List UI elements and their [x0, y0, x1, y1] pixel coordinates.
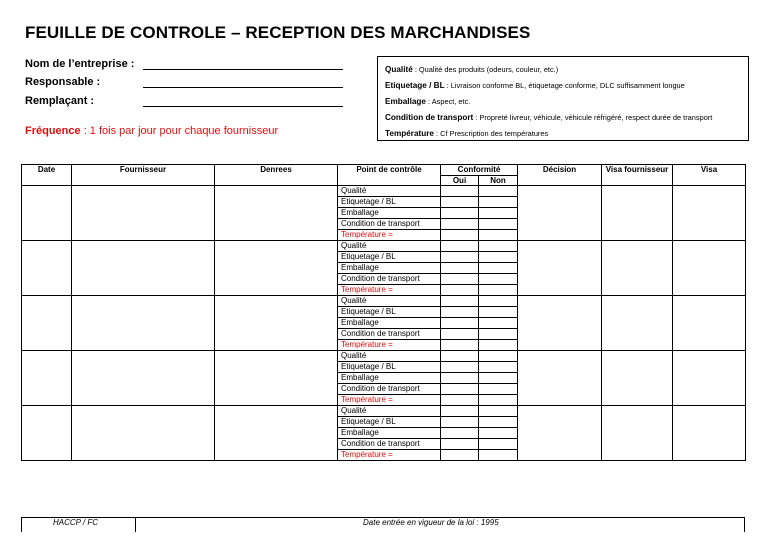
non-cell[interactable] [479, 373, 518, 384]
point-de-controle-cell: Température = [338, 395, 441, 406]
date-cell[interactable] [22, 351, 72, 406]
fournisseur-cell[interactable] [72, 406, 215, 461]
legend-item [385, 126, 741, 142]
visa-fournisseur-cell[interactable] [602, 351, 673, 406]
decision-cell[interactable] [518, 351, 602, 406]
replacement-label: Remplaçant : [25, 95, 95, 107]
oui-cell[interactable] [441, 417, 479, 428]
date-cell[interactable] [22, 241, 72, 296]
header-conformite: Conformité [441, 165, 518, 176]
oui-cell[interactable] [441, 373, 479, 384]
point-de-controle-cell: Qualité [338, 296, 441, 307]
non-cell[interactable] [479, 450, 518, 461]
oui-cell[interactable] [441, 296, 479, 307]
non-cell[interactable] [479, 384, 518, 395]
visa-fournisseur-cell[interactable] [602, 241, 673, 296]
non-cell[interactable] [479, 252, 518, 263]
responsible-label: Responsable : [25, 76, 101, 88]
oui-cell[interactable] [441, 329, 479, 340]
point-de-controle-cell: Température = [338, 450, 441, 461]
page-footer [21, 517, 745, 532]
oui-cell[interactable] [441, 340, 479, 351]
non-cell[interactable] [479, 296, 518, 307]
header-visa: Visa [673, 165, 746, 186]
non-cell[interactable] [479, 340, 518, 351]
point-de-controle-cell: Condition de transport [338, 439, 441, 450]
legend-item [385, 110, 741, 126]
legend-term: Température [385, 129, 434, 138]
table-row [22, 406, 746, 417]
header-visa-fournisseur: Visa fournisseur [602, 165, 673, 186]
frequency-text: : 1 fois par jour pour chaque fournisseur [80, 125, 279, 137]
non-cell[interactable] [479, 230, 518, 241]
legend-desc: : Aspect, etc. [425, 97, 471, 106]
point-de-controle-cell: Qualité [338, 241, 441, 252]
point-de-controle-cell: Etiquetage / BL [338, 197, 441, 208]
frequency-note [25, 125, 278, 137]
point-de-controle-cell: Emballage [338, 318, 441, 329]
table-row [22, 186, 746, 197]
visa-cell[interactable] [673, 296, 746, 351]
header-non: Non [479, 176, 518, 186]
oui-cell[interactable] [441, 263, 479, 274]
frequency-label: Fréquence [25, 125, 81, 137]
non-cell[interactable] [479, 186, 518, 197]
point-de-controle-cell: Emballage [338, 208, 441, 219]
fournisseur-cell[interactable] [72, 186, 215, 241]
non-cell[interactable] [479, 362, 518, 373]
oui-cell[interactable] [441, 428, 479, 439]
non-cell[interactable] [479, 439, 518, 450]
non-cell[interactable] [479, 417, 518, 428]
point-de-controle-cell: Condition de transport [338, 384, 441, 395]
table-row [22, 351, 746, 362]
table-body [22, 186, 746, 461]
oui-cell[interactable] [441, 241, 479, 252]
non-cell[interactable] [479, 395, 518, 406]
denrees-cell[interactable] [215, 296, 338, 351]
point-de-controle-cell: Etiquetage / BL [338, 417, 441, 428]
visa-fournisseur-cell[interactable] [602, 186, 673, 241]
legend-box [377, 56, 749, 141]
point-de-controle-cell: Emballage [338, 428, 441, 439]
non-cell[interactable] [479, 274, 518, 285]
point-de-controle-cell: Condition de transport [338, 329, 441, 340]
oui-cell[interactable] [441, 439, 479, 450]
header-fournisseur: Fournisseur [72, 165, 215, 186]
legend-term: Etiquetage / BL [385, 81, 445, 90]
fournisseur-cell[interactable] [72, 296, 215, 351]
point-de-controle-cell: Etiquetage / BL [338, 362, 441, 373]
header-denrees: Denrees [215, 165, 338, 186]
visa-cell[interactable] [673, 186, 746, 241]
legend-desc: : Livraison conforme BL, étiquetage conforme, DLC suffisamment longue [444, 81, 685, 90]
oui-cell[interactable] [441, 384, 479, 395]
company-name-line [143, 69, 343, 70]
oui-cell[interactable] [441, 395, 479, 406]
point-de-controle-cell: Etiquetage / BL [338, 307, 441, 318]
header-date: Date [22, 165, 72, 186]
point-de-controle-cell: Condition de transport [338, 274, 441, 285]
visa-cell[interactable] [673, 241, 746, 296]
non-cell[interactable] [479, 263, 518, 274]
responsible-line [143, 87, 343, 88]
visa-cell[interactable] [673, 351, 746, 406]
fournisseur-cell[interactable] [72, 351, 215, 406]
non-cell[interactable] [479, 197, 518, 208]
company-name-label: Nom de l’entreprise : [25, 58, 135, 70]
header-point-de-controle: Point de contrôle [338, 165, 441, 186]
non-cell[interactable] [479, 208, 518, 219]
date-cell[interactable] [22, 406, 72, 461]
footer-separator [135, 518, 136, 532]
oui-cell[interactable] [441, 362, 479, 373]
denrees-cell[interactable] [215, 186, 338, 241]
oui-cell[interactable] [441, 307, 479, 318]
non-cell[interactable] [479, 307, 518, 318]
legend-item [385, 94, 741, 110]
oui-cell[interactable] [441, 318, 479, 329]
oui-cell[interactable] [441, 274, 479, 285]
decision-cell[interactable] [518, 186, 602, 241]
non-cell[interactable] [479, 241, 518, 252]
denrees-cell[interactable] [215, 406, 338, 461]
point-de-controle-cell: Condition de transport [338, 219, 441, 230]
visa-fournisseur-cell[interactable] [602, 296, 673, 351]
oui-cell[interactable] [441, 219, 479, 230]
table-row [22, 296, 746, 307]
legend-item [385, 78, 741, 94]
non-cell[interactable] [479, 406, 518, 417]
non-cell[interactable] [479, 219, 518, 230]
header-decision: Décision [518, 165, 602, 186]
legend-term: Emballage [385, 97, 426, 106]
oui-cell[interactable] [441, 208, 479, 219]
oui-cell[interactable] [441, 285, 479, 296]
oui-cell[interactable] [441, 252, 479, 263]
decision-cell[interactable] [518, 241, 602, 296]
point-de-controle-cell: Qualité [338, 406, 441, 417]
point-de-controle-cell: Etiquetage / BL [338, 252, 441, 263]
legend-desc: : Qualité des produits (odeurs, couleur, etc.) [412, 65, 559, 74]
point-de-controle-cell: Qualité [338, 351, 441, 362]
non-cell[interactable] [479, 329, 518, 340]
non-cell[interactable] [479, 318, 518, 329]
oui-cell[interactable] [441, 406, 479, 417]
point-de-controle-cell: Emballage [338, 373, 441, 384]
oui-cell[interactable] [441, 186, 479, 197]
oui-cell[interactable] [441, 197, 479, 208]
legend-item [385, 62, 741, 78]
non-cell[interactable] [479, 428, 518, 439]
point-de-controle-cell: Emballage [338, 263, 441, 274]
point-de-controle-cell: Température = [338, 340, 441, 351]
date-cell[interactable] [22, 296, 72, 351]
footer-code: HACCP / FC [53, 518, 99, 527]
point-de-controle-cell: Température = [338, 285, 441, 296]
oui-cell[interactable] [441, 351, 479, 362]
decision-cell[interactable] [518, 406, 602, 461]
non-cell[interactable] [479, 351, 518, 362]
header-oui: Oui [441, 176, 479, 186]
table-row [22, 241, 746, 252]
legend-desc: : Propreté livreur, véhicule, véhicule réfrigéré, respect durée de transport [473, 113, 713, 122]
reception-table [21, 164, 746, 461]
point-de-controle-cell: Température = [338, 230, 441, 241]
point-de-controle-cell: Qualité [338, 186, 441, 197]
visa-fournisseur-cell[interactable] [602, 406, 673, 461]
legend-term: Qualité [385, 65, 413, 74]
denrees-cell[interactable] [215, 351, 338, 406]
non-cell[interactable] [479, 285, 518, 296]
oui-cell[interactable] [441, 230, 479, 241]
date-cell[interactable] [22, 186, 72, 241]
oui-cell[interactable] [441, 450, 479, 461]
legend-desc: : Cf Prescription des températures [434, 129, 549, 138]
visa-cell[interactable] [673, 406, 746, 461]
legend-term: Condition de transport [385, 113, 474, 122]
decision-cell[interactable] [518, 296, 602, 351]
denrees-cell[interactable] [215, 241, 338, 296]
page-title: FEUILLE DE CONTROLE – RECEPTION DES MARCHANDISES [25, 23, 531, 42]
footer-date: Date entrée en vigueur de la loi : 1995 [363, 518, 499, 527]
replacement-line [143, 106, 343, 107]
fournisseur-cell[interactable] [72, 241, 215, 296]
